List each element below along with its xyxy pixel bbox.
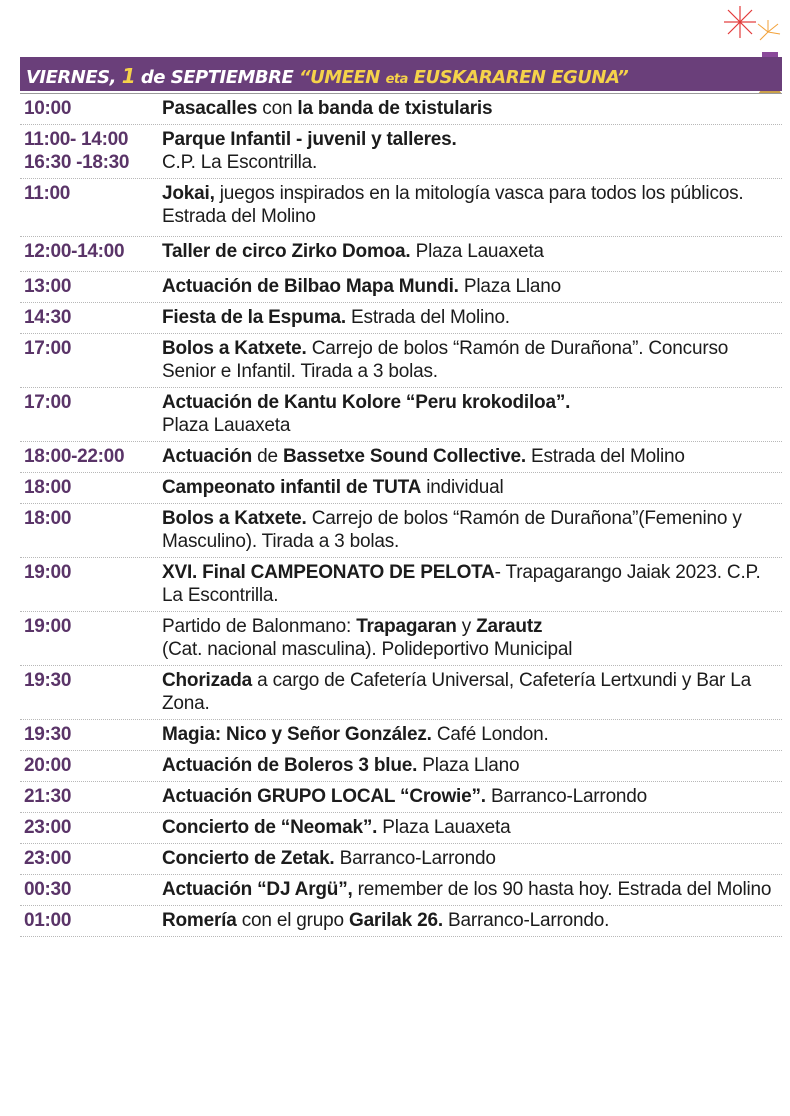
event-text: Carrejo de bolos “Ramón de Durañona”. Concurso Senior e Infantil. Tirada a 3 bolas. — [162, 338, 729, 382]
event-highlight: la banda de txistularis — [297, 98, 493, 119]
event-text: Café London. — [431, 724, 549, 745]
header-theme: “UMEEN eta EUSKARAREN EGUNA” — [299, 67, 629, 88]
event-text: juegos inspirados en la mitología vasca para todos los públicos. Estrada del Molino — [162, 183, 744, 227]
event-text: a cargo de Cafetería Universal, Cafetería Lertxundi y Bar La Zona. — [162, 670, 752, 714]
event-time — [20, 816, 162, 839]
event-highlight: Bolos a Katxete. — [162, 508, 307, 529]
event-highlight: Romería — [162, 910, 237, 931]
event-highlight: Parque Infantil - juvenil y talleres. — [162, 129, 457, 150]
event-time-value: 18:00 — [24, 508, 72, 529]
event-highlight: Garilak 26. — [348, 910, 443, 931]
event-highlight: Actuación — [162, 446, 253, 467]
event-description — [162, 669, 782, 715]
event-highlight: Jokai, — [162, 183, 215, 204]
event-highlight: Bassetxe Sound Collective. — [282, 446, 526, 467]
event-description — [162, 909, 782, 932]
event-text: Barranco-Larrondo. — [442, 910, 610, 931]
event-time-value: 14:30 — [24, 307, 72, 328]
event-time — [20, 240, 162, 263]
event-highlight: Chorizada — [162, 670, 253, 691]
event-time-value: 18:00 — [24, 477, 72, 498]
event-text: Plaza Lauaxeta — [162, 415, 291, 436]
schedule-row — [20, 272, 782, 303]
event-text: con — [257, 98, 298, 119]
event-highlight: Actuación de Boleros 3 blue. — [162, 755, 418, 776]
schedule-row — [20, 666, 782, 720]
event-time-value: 18:00-22:00 — [24, 446, 125, 467]
header-day-number: 1 — [121, 64, 136, 88]
event-description — [162, 785, 782, 808]
event-description — [162, 847, 782, 870]
schedule-row — [20, 93, 782, 125]
event-time-value: 00:30 — [24, 879, 72, 900]
event-highlight: Zarautz — [476, 616, 543, 637]
event-description — [162, 97, 782, 120]
event-highlight: Actuación de Kantu Kolore “Peru krokodiloa”. — [162, 392, 571, 413]
event-time — [20, 785, 162, 808]
event-time-value: 19:30 — [24, 724, 72, 745]
event-time-value: 23:00 — [24, 848, 72, 869]
event-description — [162, 816, 782, 839]
event-highlight: XVI. Final CAMPEONATO DE PELOTA — [162, 562, 495, 583]
event-time — [20, 847, 162, 870]
schedule-list — [20, 93, 782, 937]
event-description — [162, 445, 782, 468]
schedule-row — [20, 751, 782, 782]
event-description — [162, 723, 782, 746]
event-time-value: 17:00 — [24, 392, 72, 413]
event-text: Estrada del Molino. — [345, 307, 510, 328]
event-highlight: Actuación GRUPO LOCAL “Crowie”. — [162, 786, 486, 807]
event-description — [162, 878, 782, 901]
event-time — [20, 878, 162, 901]
event-time — [20, 909, 162, 932]
event-highlight: Taller de circo Zirko Domoa. — [162, 241, 411, 262]
schedule-row — [20, 906, 782, 937]
schedule-row — [20, 473, 782, 504]
event-description — [162, 391, 782, 437]
event-time-value: 10:00 — [24, 98, 72, 119]
event-time — [20, 445, 162, 468]
event-highlight: Concierto de Zetak. — [162, 848, 335, 869]
event-text: Plaza Lauaxeta — [410, 241, 544, 262]
event-text: remember de los 90 hasta hoy. Estrada del Molino — [352, 879, 772, 900]
event-time-value: 16:30 -18:30 — [24, 152, 130, 173]
event-time — [20, 182, 162, 228]
schedule-row — [20, 303, 782, 334]
event-time — [20, 615, 162, 661]
event-text: (Cat. nacional masculina). Polideportivo Municipal — [162, 639, 573, 660]
event-time — [20, 337, 162, 383]
event-description — [162, 240, 782, 263]
event-time-value: 20:00 — [24, 755, 72, 776]
event-text: Barranco-Larrondo — [334, 848, 496, 869]
schedule-row — [20, 782, 782, 813]
event-text: Plaza Llano — [458, 276, 561, 297]
event-description — [162, 561, 782, 607]
event-time — [20, 754, 162, 777]
event-time-value: 19:00 — [24, 562, 72, 583]
event-text: Partido de Balonmano: — [162, 616, 357, 637]
header-title — [26, 64, 628, 88]
event-highlight: Concierto de “Neomak”. — [162, 817, 378, 838]
schedule-row — [20, 179, 782, 237]
schedule-row — [20, 237, 782, 272]
event-highlight: Trapagaran — [356, 616, 457, 637]
event-text: y — [456, 616, 477, 637]
event-text: - Trapagarango Jaiak 2023. C.P. La Escontrilla. — [162, 562, 761, 606]
event-time-value: 19:00 — [24, 616, 72, 637]
event-description — [162, 128, 782, 174]
event-text: Plaza Lauaxeta — [377, 817, 511, 838]
event-text: C.P. La Escontrilla. — [162, 152, 318, 173]
schedule-row — [20, 504, 782, 558]
event-time — [20, 669, 162, 715]
schedule-row — [20, 720, 782, 751]
event-time — [20, 723, 162, 746]
event-time-value: 23:00 — [24, 817, 72, 838]
event-time-value: 12:00-14:00 — [24, 241, 125, 262]
event-time — [20, 507, 162, 553]
event-time — [20, 561, 162, 607]
event-time-value: 11:00 — [24, 183, 71, 204]
event-time — [20, 275, 162, 298]
event-text: individual — [421, 477, 504, 498]
event-highlight: Actuación de Bilbao Mapa Mundi. — [162, 276, 459, 297]
event-highlight: Magia: Nico y Señor González. — [162, 724, 432, 745]
event-highlight: Fiesta de la Espuma. — [162, 307, 346, 328]
event-time — [20, 97, 162, 120]
schedule-row — [20, 442, 782, 473]
schedule-row — [20, 875, 782, 906]
event-time-value: 19:30 — [24, 670, 72, 691]
event-description — [162, 337, 782, 383]
schedule-row — [20, 388, 782, 442]
event-description — [162, 476, 782, 499]
event-highlight: Bolos a Katxete. — [162, 338, 307, 359]
event-highlight: Pasacalles — [162, 98, 258, 119]
event-description — [162, 754, 782, 777]
event-time-value: 11:00- 14:00 — [24, 129, 129, 150]
event-text: de — [252, 446, 283, 467]
event-description — [162, 507, 782, 553]
event-time — [20, 128, 162, 174]
event-time — [20, 476, 162, 499]
event-time-value: 17:00 — [24, 338, 72, 359]
event-description — [162, 306, 782, 329]
event-description — [162, 615, 782, 661]
event-time — [20, 391, 162, 437]
event-highlight: Campeonato infantil de TUTA — [162, 477, 422, 498]
event-time-value: 13:00 — [24, 276, 72, 297]
schedule-row — [20, 612, 782, 666]
schedule-row — [20, 844, 782, 875]
schedule-row — [20, 125, 782, 179]
schedule-row — [20, 334, 782, 388]
event-description — [162, 275, 782, 298]
schedule-row — [20, 558, 782, 612]
schedule-row — [20, 813, 782, 844]
event-text: Carrejo de bolos “Ramón de Durañona”(Femenino y Masculino). Tirada a 3 bolas. — [162, 508, 742, 552]
header-weekday: VIERNES, — [26, 67, 122, 88]
event-text: Estrada del Molino — [525, 446, 685, 467]
event-text: Plaza Llano — [417, 755, 520, 776]
event-time — [20, 306, 162, 329]
event-time-value: 01:00 — [24, 910, 72, 931]
event-time-value: 21:30 — [24, 786, 72, 807]
event-description — [162, 182, 782, 228]
day-header — [20, 57, 782, 91]
event-highlight: Actuación “DJ Argü”, — [162, 879, 353, 900]
header-month: de SEPTIEMBRE — [135, 67, 300, 88]
event-text: Barranco-Larrondo — [485, 786, 648, 807]
event-text: con el grupo — [236, 910, 349, 931]
